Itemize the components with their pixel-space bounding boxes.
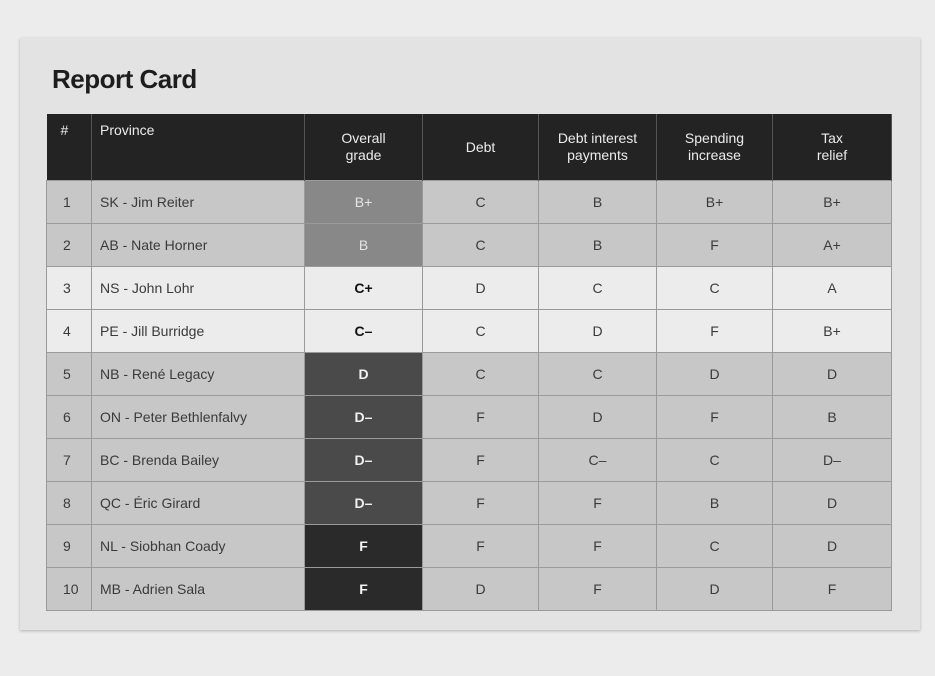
debt-cell: F <box>423 482 539 525</box>
debt-cell: D <box>423 568 539 611</box>
row-number: 6 <box>47 396 92 439</box>
province-cell: BC - Brenda Bailey <box>92 439 305 482</box>
overall-grade-cell: F <box>305 568 423 611</box>
tax-relief-cell: D <box>773 353 892 396</box>
table-row <box>47 224 892 267</box>
debt-cell: F <box>423 396 539 439</box>
header-line: Tax <box>821 130 843 146</box>
header-line: Debt interest <box>557 130 638 146</box>
debt-cell: C <box>423 181 539 224</box>
tax-relief-cell: A+ <box>773 224 892 267</box>
row-number: 7 <box>47 439 92 482</box>
overall-grade-cell: D– <box>305 482 423 525</box>
column-header-number: # <box>47 114 92 181</box>
debt-interest-cell: C <box>539 267 657 310</box>
table-row <box>47 181 892 224</box>
row-number: 10 <box>47 568 92 611</box>
debt-cell: F <box>423 439 539 482</box>
row-number: 9 <box>47 525 92 568</box>
header-line: Overall <box>341 130 386 146</box>
tax-relief-cell: D <box>773 525 892 568</box>
spending-increase-cell: C <box>657 525 773 568</box>
header-line: relief <box>816 147 848 163</box>
spending-increase-cell: D <box>657 353 773 396</box>
table-row <box>47 568 892 611</box>
province-cell: AB - Nate Horner <box>92 224 305 267</box>
province-cell: NS - John Lohr <box>92 267 305 310</box>
header-line: grade <box>345 147 382 163</box>
debt-interest-cell: F <box>539 482 657 525</box>
debt-interest-cell: B <box>539 181 657 224</box>
overall-grade-cell: F <box>305 525 423 568</box>
debt-cell: C <box>423 224 539 267</box>
overall-grade-cell: C+ <box>305 267 423 310</box>
overall-grade-cell: D <box>305 353 423 396</box>
overall-grade-cell: D– <box>305 396 423 439</box>
table-row <box>47 482 892 525</box>
debt-interest-cell: F <box>539 525 657 568</box>
report-card-sheet <box>20 38 920 630</box>
header-line: payments <box>567 147 628 163</box>
spending-increase-cell: D <box>657 568 773 611</box>
tax-relief-cell: D– <box>773 439 892 482</box>
table-row <box>47 439 892 482</box>
debt-interest-cell: B <box>539 224 657 267</box>
debt-cell: D <box>423 267 539 310</box>
column-header-debt-interest-payments <box>539 114 657 181</box>
province-cell: PE - Jill Burridge <box>92 310 305 353</box>
overall-grade-cell: B <box>305 224 423 267</box>
spending-increase-cell: B+ <box>657 181 773 224</box>
debt-interest-cell: C <box>539 353 657 396</box>
column-header-debt: Debt <box>423 114 539 181</box>
header-line: increase <box>688 147 741 163</box>
debt-interest-cell: F <box>539 568 657 611</box>
province-cell: NL - Siobhan Coady <box>92 525 305 568</box>
province-cell: ON - Peter Bethlenfalvy <box>92 396 305 439</box>
tax-relief-cell: A <box>773 267 892 310</box>
province-cell: QC - Éric Girard <box>92 482 305 525</box>
province-cell: MB - Adrien Sala <box>92 568 305 611</box>
row-number: 2 <box>47 224 92 267</box>
column-header-spending-increase <box>657 114 773 181</box>
debt-interest-cell: D <box>539 396 657 439</box>
row-number: 4 <box>47 310 92 353</box>
spending-increase-cell: F <box>657 396 773 439</box>
page-title: Report Card <box>52 64 197 94</box>
table-row <box>47 310 892 353</box>
header-line: Spending <box>684 130 745 146</box>
overall-grade-cell: C– <box>305 310 423 353</box>
table-header-row <box>47 114 892 181</box>
debt-interest-cell: D <box>539 310 657 353</box>
tax-relief-cell: D <box>773 482 892 525</box>
spending-increase-cell: F <box>657 310 773 353</box>
row-number: 1 <box>47 181 92 224</box>
table-row <box>47 525 892 568</box>
tax-relief-cell: B <box>773 396 892 439</box>
debt-cell: C <box>423 353 539 396</box>
table-row <box>47 396 892 439</box>
table-row <box>47 353 892 396</box>
debt-interest-cell: C– <box>539 439 657 482</box>
row-number: 5 <box>47 353 92 396</box>
tax-relief-cell: F <box>773 568 892 611</box>
tax-relief-cell: B+ <box>773 310 892 353</box>
overall-grade-cell: D– <box>305 439 423 482</box>
column-header-province: Province <box>92 114 305 181</box>
province-cell: NB - René Legacy <box>92 353 305 396</box>
debt-cell: C <box>423 310 539 353</box>
spending-increase-cell: C <box>657 439 773 482</box>
spending-increase-cell: B <box>657 482 773 525</box>
spending-increase-cell: F <box>657 224 773 267</box>
report-card-table <box>46 114 892 611</box>
province-cell: SK - Jim Reiter <box>92 181 305 224</box>
tax-relief-cell: B+ <box>773 181 892 224</box>
table-row <box>47 267 892 310</box>
spending-increase-cell: C <box>657 267 773 310</box>
column-header-tax-relief <box>773 114 892 181</box>
overall-grade-cell: B+ <box>305 181 423 224</box>
row-number: 8 <box>47 482 92 525</box>
row-number: 3 <box>47 267 92 310</box>
debt-cell: F <box>423 525 539 568</box>
column-header-overall-grade <box>305 114 423 181</box>
